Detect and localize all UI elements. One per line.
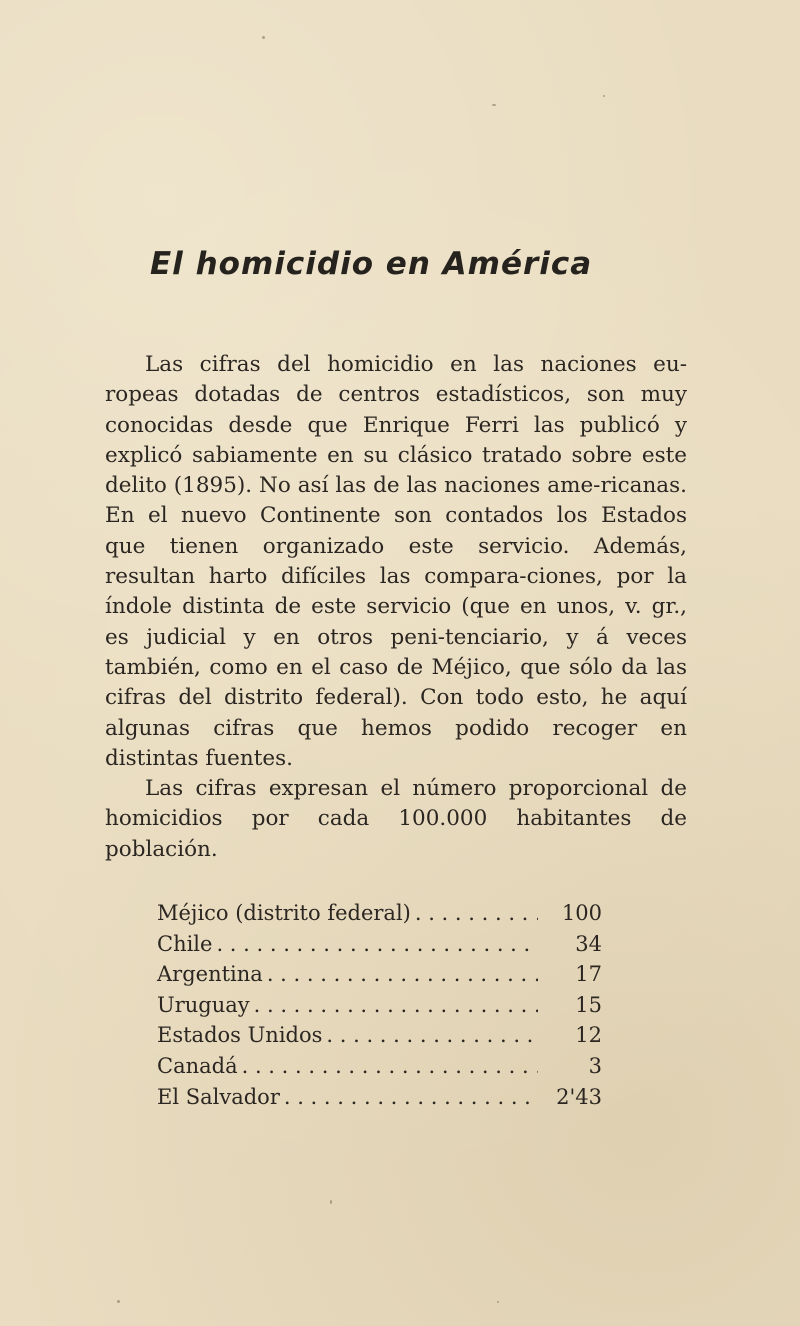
country-name: Méjico (distrito federal) [157, 901, 411, 925]
table-row [157, 990, 602, 1021]
paper-speck [330, 1200, 332, 1204]
dot-leader [284, 1082, 538, 1113]
rate-value: 2'43 [556, 1084, 602, 1109]
body-text [105, 350, 687, 865]
paper-speck [262, 36, 265, 39]
dot-leader [267, 959, 538, 990]
table-row [157, 898, 602, 929]
country-name: El Salvador [157, 1084, 280, 1109]
rate-value: 34 [575, 931, 602, 956]
paragraph-intro: Las cifras del homicidio en las naciones eu-ropeas dotadas de centros estadísticos, son muy conocidas desde que Enrique Ferri las publicó y explicó sabiamente en su clásico tratado sobre este delito (1895). No así las de las naciones ame-ricanas. En el nuevo Continente son contados los Estados que tienen organizado este servicio. Además, resultan harto difíciles las compara-ciones, por la índole distinta de este servicio (que en unos, v. gr., es judicial y en otros peni-tenciario, y á veces también, como en el caso de Méjico, que sólo da las cifras del distrito federal). Con todo esto, he aquí algunas cifras que hemos podido recoger en distintas fuentes. [105, 352, 687, 771]
paper-speck [603, 95, 605, 97]
country-name: Estados Unidos [157, 1023, 323, 1048]
table-row [157, 1051, 602, 1082]
paragraph-note: Las cifras expresan el número proporcional de homicidios por cada 100.000 habitantes de población. [105, 776, 687, 862]
country-name: Canadá [157, 1053, 238, 1078]
dot-leader [216, 929, 538, 960]
dot-leader [326, 1020, 538, 1051]
rate-value: 15 [575, 992, 602, 1017]
table-row [157, 929, 602, 960]
dot-leader [254, 990, 538, 1021]
table-row [157, 959, 602, 990]
table-row [157, 1082, 602, 1113]
paper-speck [497, 1301, 499, 1303]
paper-speck [492, 104, 496, 106]
page-title: El homicidio en América [150, 246, 593, 282]
paper-speck [117, 1300, 120, 1303]
table-row [157, 1020, 602, 1051]
homicide-rates-table [157, 898, 602, 1112]
dot-leader [415, 898, 538, 929]
country-name: Uruguay [157, 992, 250, 1017]
rate-value: 100 [561, 901, 602, 925]
dot-leader [242, 1051, 538, 1082]
country-name: Argentina [157, 962, 263, 987]
rate-value: 12 [575, 1023, 602, 1048]
rate-value: 3 [588, 1053, 602, 1078]
country-name: Chile [157, 931, 213, 956]
rate-value: 17 [575, 962, 602, 987]
